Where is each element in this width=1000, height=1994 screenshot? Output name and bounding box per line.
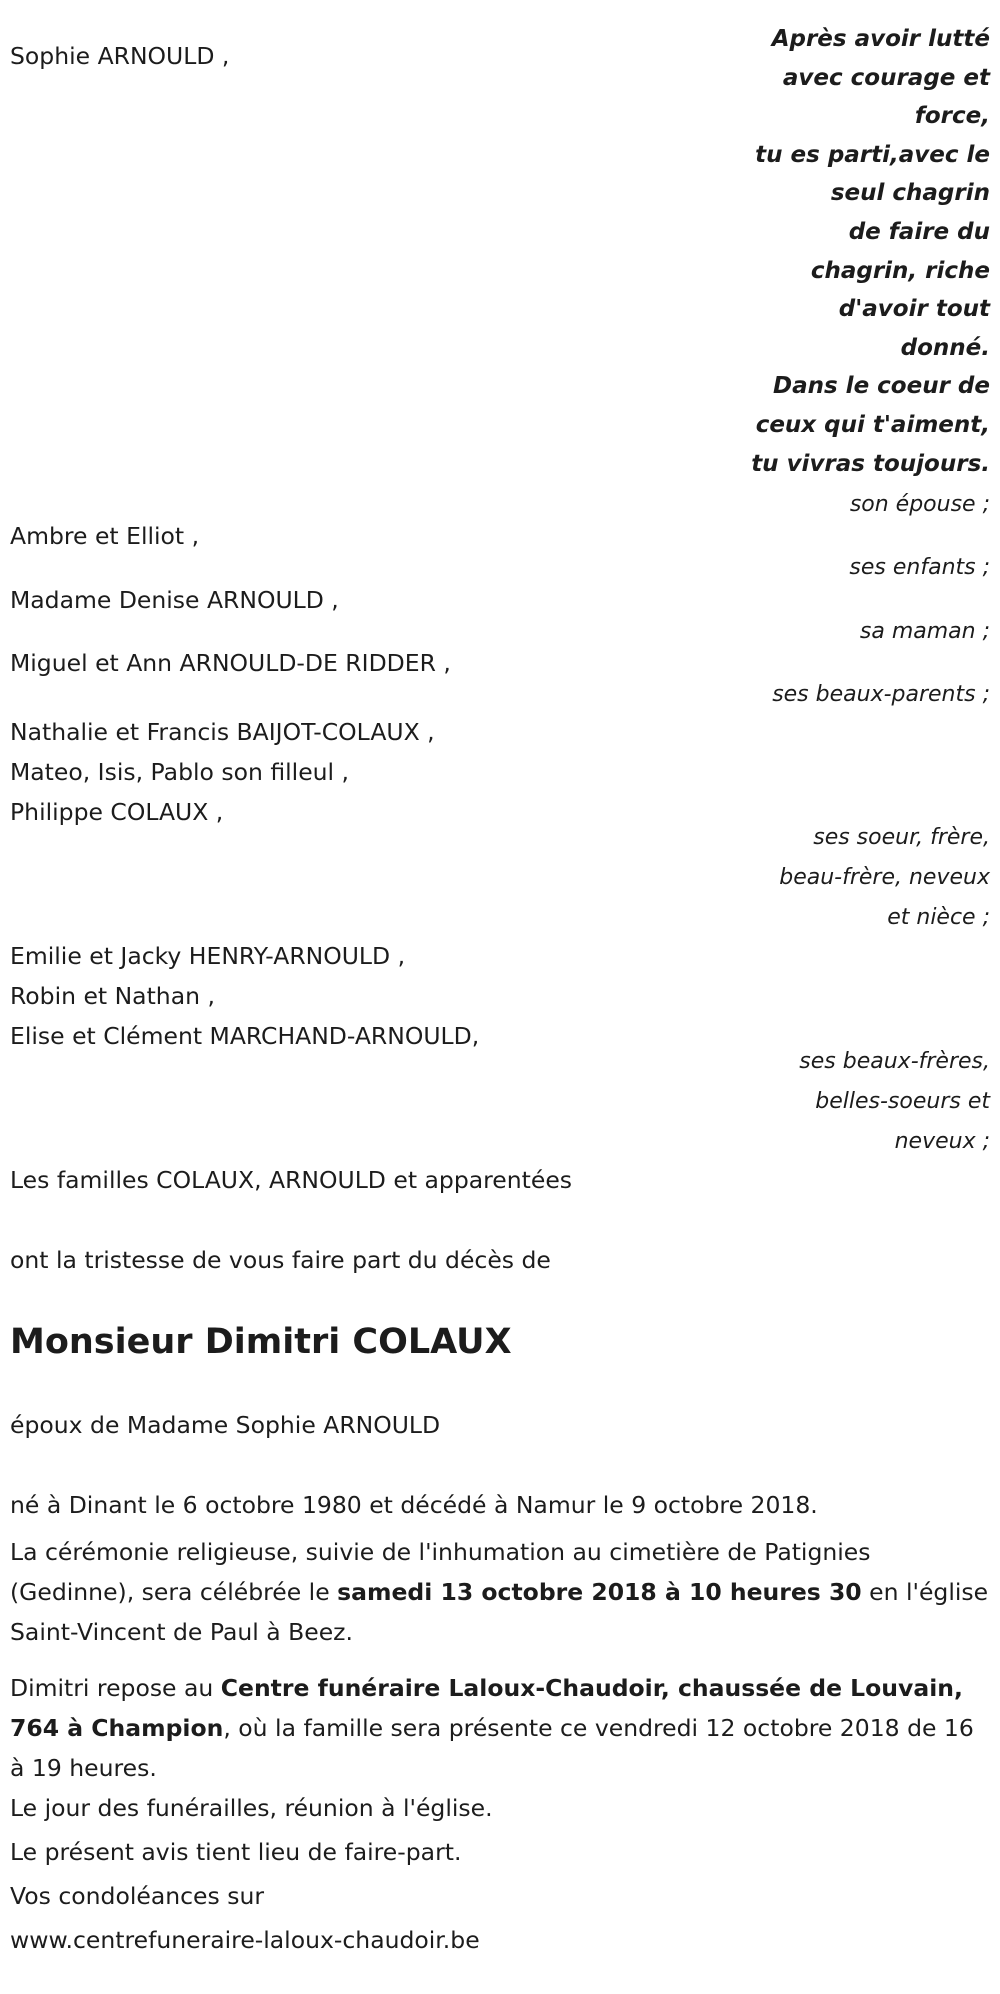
family-mother: Madame Denise ARNOULD , (10, 586, 339, 614)
repose-paragraph (10, 1668, 995, 1788)
poem-line: Dans le coeur de (773, 373, 990, 400)
website-line (10, 1920, 480, 1960)
condolences: Vos condoléances sur (10, 1882, 265, 1910)
funeral-day: Le jour des funérailles, réunion à l'église. (10, 1794, 493, 1822)
poem (751, 20, 990, 483)
notice: Le présent avis tient lieu de faire-part. (10, 1838, 462, 1866)
family-brother-in-law: Emilie et Jacky HENRY-ARNOULD , (10, 942, 406, 970)
family-sibling: Nathalie et Francis BAIJOT-COLAUX , (10, 718, 435, 746)
relation-brothers-in-law: ses beaux-frères, (799, 1049, 990, 1074)
poem-line: seul chagrin (830, 180, 990, 207)
relation-spouse: son épouse ; (849, 492, 990, 517)
repose-location: Centre funéraire Laloux-Chaudoir, chaussée de Louvain, 764 à Champion (10, 1674, 963, 1742)
family-spouse: Sophie ARNOULD , (10, 42, 230, 70)
deceased-name: Monsieur Dimitri COLAUX (10, 1322, 512, 1362)
birth-death: né à Dinant le 6 octobre 1980 et décédé à Namur le 9 octobre 2018. (10, 1491, 818, 1519)
poem-line: force, (914, 103, 990, 130)
poem-line: de faire du (848, 218, 990, 245)
poem-line: d'avoir tout (838, 296, 990, 323)
repose-hours: , où la famille sera présente ce vendredi 12 octobre 2018 de 16 à 19 heures. (10, 1714, 974, 1782)
poem-line: ceux qui t'aiment, (755, 411, 990, 438)
relation-children: ses enfants ; (849, 555, 990, 580)
relation-siblings: ses soeur, frère, (813, 825, 990, 850)
relation-brothers-in-law: belles-soeurs et (815, 1089, 990, 1114)
ceremony-paragraph (10, 1532, 995, 1652)
announcement: ont la tristesse de vous faire part du décès de (10, 1246, 551, 1274)
poem-line: chagrin, riche (810, 257, 990, 284)
family-brother-in-law: Robin et Nathan , (10, 982, 215, 1010)
poem-line: Après avoir lutté (771, 26, 990, 52)
ceremony-place: en l'église Saint-Vincent de Paul à Beez. (10, 1578, 989, 1646)
relation-inlaws: ses beaux-parents ; (772, 682, 990, 707)
spouse-of: époux de Madame Sophie ARNOULD (10, 1411, 441, 1439)
family-sibling: Philippe COLAUX , (10, 798, 224, 826)
relation-mother: sa maman ; (859, 619, 990, 644)
family-inlaws: Miguel et Ann ARNOULD-DE RIDDER , (10, 649, 451, 677)
family-brother-in-law: Elise et Clément MARCHAND-ARNOULD, (10, 1022, 480, 1050)
poem-line: donné. (900, 334, 990, 361)
poem-line: tu es parti,avec le (755, 141, 990, 168)
poem-line: tu vivras toujours. (751, 450, 990, 477)
relation-siblings: beau-frère, neveux (779, 865, 990, 890)
ceremony-text: La cérémonie religieuse, suivie de l'inhumation au cimetière de Patignies (Gedinne), sera célébrée le (10, 1538, 871, 1606)
family-sibling: Mateo, Isis, Pablo son filleul , (10, 758, 350, 786)
ceremony-date: samedi 13 octobre 2018 à 10 heures 30 (337, 1578, 862, 1606)
family-relatives: Les familles COLAUX, ARNOULD et apparentées (10, 1166, 573, 1194)
family-children: Ambre et Elliot , (10, 522, 200, 550)
website-link[interactable]: www.centrefuneraire-laloux-chaudoir.be (10, 1926, 480, 1954)
relation-siblings: et nièce ; (887, 905, 990, 930)
repose-text: Dimitri repose au (10, 1674, 221, 1702)
poem-line: avec courage et (782, 64, 990, 91)
relation-brothers-in-law: neveux ; (894, 1129, 990, 1154)
